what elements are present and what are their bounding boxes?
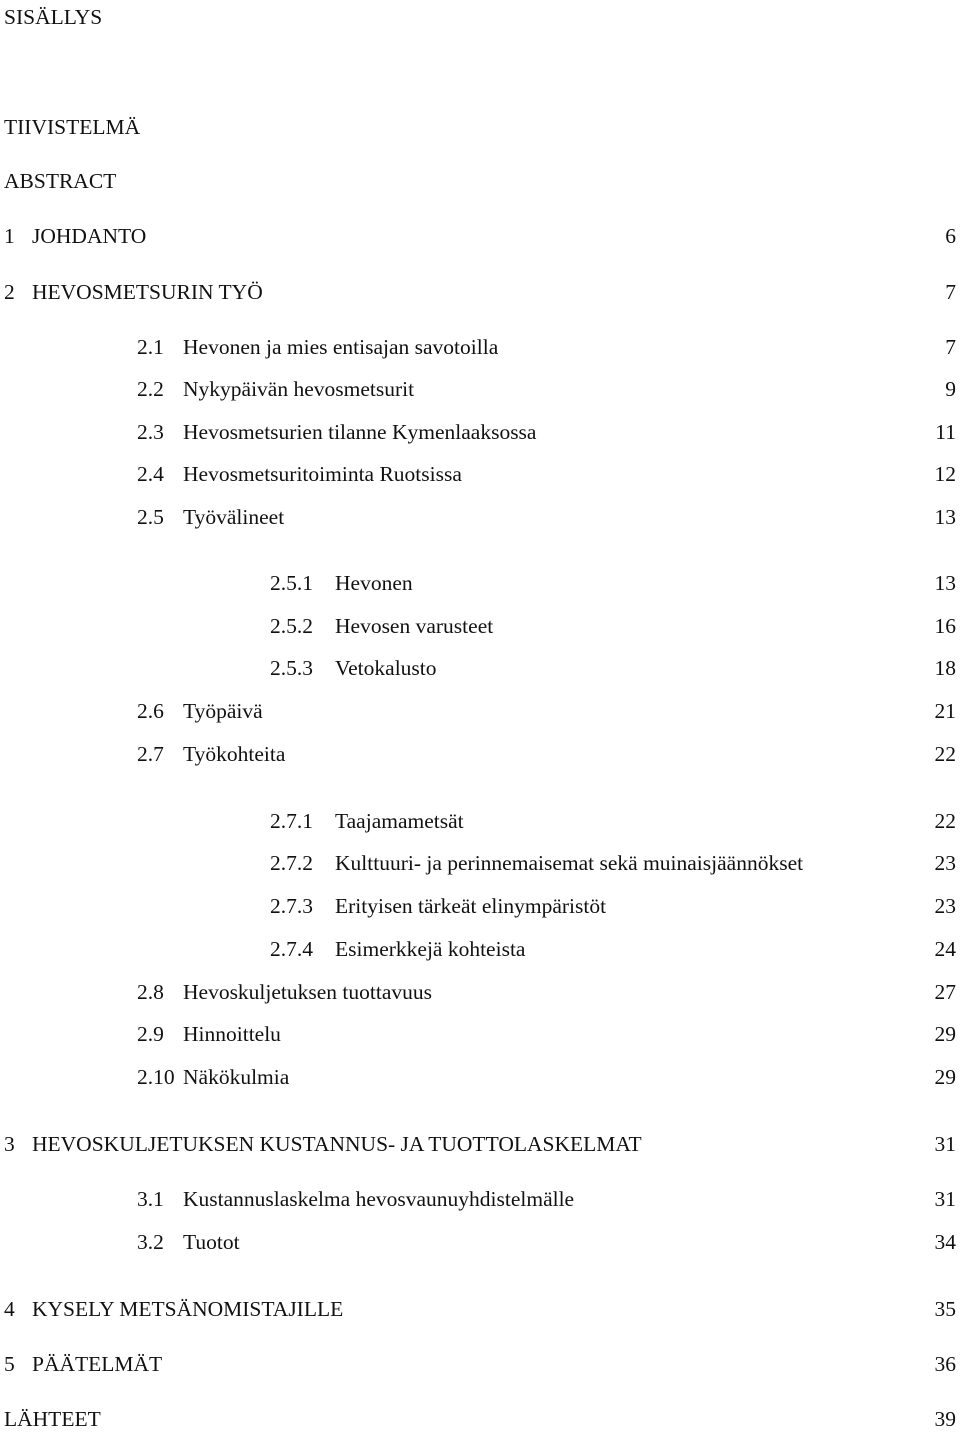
toc-entry-number: 2.7.4 [270, 937, 313, 961]
toc-entry-label: HEVOSKULJETUKSEN KUSTANNUS- JA TUOTTOLASKELMAT [32, 1132, 642, 1156]
toc-entry [0, 1184, 960, 1214]
toc-entry-page: 13 [934, 505, 956, 529]
toc-entry-label: Esimerkkejä kohteista [335, 937, 526, 961]
toc-entry-page: 27 [934, 980, 956, 1004]
toc-entry [0, 1227, 960, 1257]
toc-entry [0, 977, 960, 1007]
toc-entry-label: Kulttuuri- ja perinnemaisemat sekä muinaisjäännökset [335, 851, 804, 875]
toc-entry-page: 7 [945, 335, 956, 359]
toc-entry-page: 23 [934, 894, 956, 918]
toc-entry-number: 2.7 [137, 742, 164, 766]
toc-entry-label: Työpäivä [183, 699, 263, 723]
toc-entry-number: 2.5 [137, 505, 164, 529]
toc-entry-label: ABSTRACT [4, 169, 117, 193]
toc-entry [0, 891, 960, 921]
toc-entry-page: 36 [934, 1352, 956, 1376]
toc-entry-page: 34 [934, 1230, 956, 1254]
toc-entry-label: Taajamametsät [335, 809, 464, 833]
toc-entry [0, 417, 960, 447]
toc-entry-page: 9 [945, 377, 956, 401]
toc-entry-page: 23 [934, 851, 956, 875]
toc-entry [0, 1019, 960, 1049]
toc-entry-label: JOHDANTO [32, 224, 147, 248]
toc-entry-page: 13 [934, 571, 956, 595]
toc-entry-number: 2.6 [137, 699, 164, 723]
toc-entry-page: 39 [934, 1407, 956, 1431]
toc-entry [0, 221, 960, 251]
toc-entry-page: 31 [934, 1187, 956, 1211]
toc-entry [0, 459, 960, 489]
toc-entry [0, 934, 960, 964]
toc-entry-label: Vetokalusto [335, 656, 437, 680]
toc-entry-label: Hinnoittelu [183, 1022, 281, 1046]
toc-entry-page: 11 [935, 420, 956, 444]
toc-entry-number: 3.2 [137, 1230, 164, 1254]
toc-entry-label: Hevonen [335, 571, 413, 595]
toc-entry-number: 2.7.2 [270, 851, 313, 875]
toc-title-line [0, 2, 960, 32]
toc-entry-page: 22 [934, 742, 956, 766]
toc-entry [0, 1294, 960, 1324]
toc-entry [0, 1349, 960, 1379]
toc-entry-label: Hevonen ja mies entisajan savotoilla [183, 335, 499, 359]
toc-entry-number: 2.8 [137, 980, 164, 1004]
toc-entry-label: TIIVISTELMÄ [4, 115, 141, 139]
toc-entry [0, 332, 960, 362]
toc-entry-page: 7 [945, 280, 956, 304]
toc-entry [0, 1062, 960, 1092]
toc-entry [0, 112, 960, 142]
toc-entry-number: 1 [4, 224, 15, 248]
toc-entry-label: Nykypäivän hevosmetsurit [183, 377, 415, 401]
toc-entry-number: 2.7.3 [270, 894, 313, 918]
toc-entry-label: Tuotot [183, 1230, 240, 1254]
toc-entry-number: 2.5.3 [270, 656, 313, 680]
toc-entry-number: 2.2 [137, 377, 164, 401]
toc-entry [0, 568, 960, 598]
toc-entry-label: Työkohteita [183, 742, 286, 766]
toc-entry-label: Erityisen tärkeät elinympäristöt [335, 894, 607, 918]
toc-entry-page: 21 [934, 699, 956, 723]
toc-entry-page: 31 [934, 1132, 956, 1156]
toc-entry-page: 29 [934, 1065, 956, 1089]
toc-entry [0, 611, 960, 641]
toc-entry [0, 277, 960, 307]
toc-entry-number: 2.7.1 [270, 809, 313, 833]
toc-entry-number: 2.5.2 [270, 614, 313, 638]
toc-entry [0, 502, 960, 532]
toc-entry [0, 653, 960, 683]
toc-entry-page: 35 [934, 1297, 956, 1321]
toc-entry [0, 848, 960, 878]
toc-entry-number: 2.3 [137, 420, 164, 444]
toc-entry-page: 6 [945, 224, 956, 248]
toc-entry [0, 806, 960, 836]
toc-entry-label: Näkökulmia [183, 1065, 290, 1089]
toc-entry-number: 3.1 [137, 1187, 164, 1211]
toc-entry-number: 2 [4, 280, 15, 304]
toc-entry-label: HEVOSMETSURIN TYÖ [32, 280, 263, 304]
page-title: SISÄLLYS [4, 5, 103, 29]
toc-entry [0, 166, 960, 196]
toc-entry-number: 2.4 [137, 462, 164, 486]
toc-entry-page: 24 [934, 937, 956, 961]
toc-entry [0, 1129, 960, 1159]
toc-entry-label: Hevosmetsurien tilanne Kymenlaaksossa [183, 420, 537, 444]
toc-entry-label: Hevoskuljetuksen tuottavuus [183, 980, 433, 1004]
toc-entry-number: 3 [4, 1132, 15, 1156]
toc-entry-number: 4 [4, 1297, 15, 1321]
toc-entry-number: 5 [4, 1352, 15, 1376]
toc-entry-label: Työvälineet [183, 505, 285, 529]
toc-entry-label: Hevosmetsuritoiminta Ruotsissa [183, 462, 462, 486]
toc-entry-page: 12 [934, 462, 956, 486]
toc-entry-label: LÄHTEET [4, 1407, 101, 1431]
toc-entry [0, 696, 960, 726]
toc-entry-page: 29 [934, 1022, 956, 1046]
toc-entry [0, 374, 960, 404]
toc-entry-label: Kustannuslaskelma hevosvaunuyhdistelmälle [183, 1187, 575, 1211]
toc-entry-number: 2.9 [137, 1022, 164, 1046]
toc-entry-page: 16 [934, 614, 956, 638]
toc-entry-label: PÄÄTELMÄT [32, 1352, 163, 1376]
toc-entry-number: 2.10 [137, 1065, 175, 1089]
toc-entry-label: KYSELY METSÄNOMISTAJILLE [32, 1297, 344, 1321]
toc-entry-label: Hevosen varusteet [335, 614, 494, 638]
toc-entry-number: 2.1 [137, 335, 164, 359]
toc-entry-page: 18 [934, 656, 956, 680]
toc-entry-page: 22 [934, 809, 956, 833]
toc-entry-number: 2.5.1 [270, 571, 313, 595]
toc-entry [0, 739, 960, 769]
